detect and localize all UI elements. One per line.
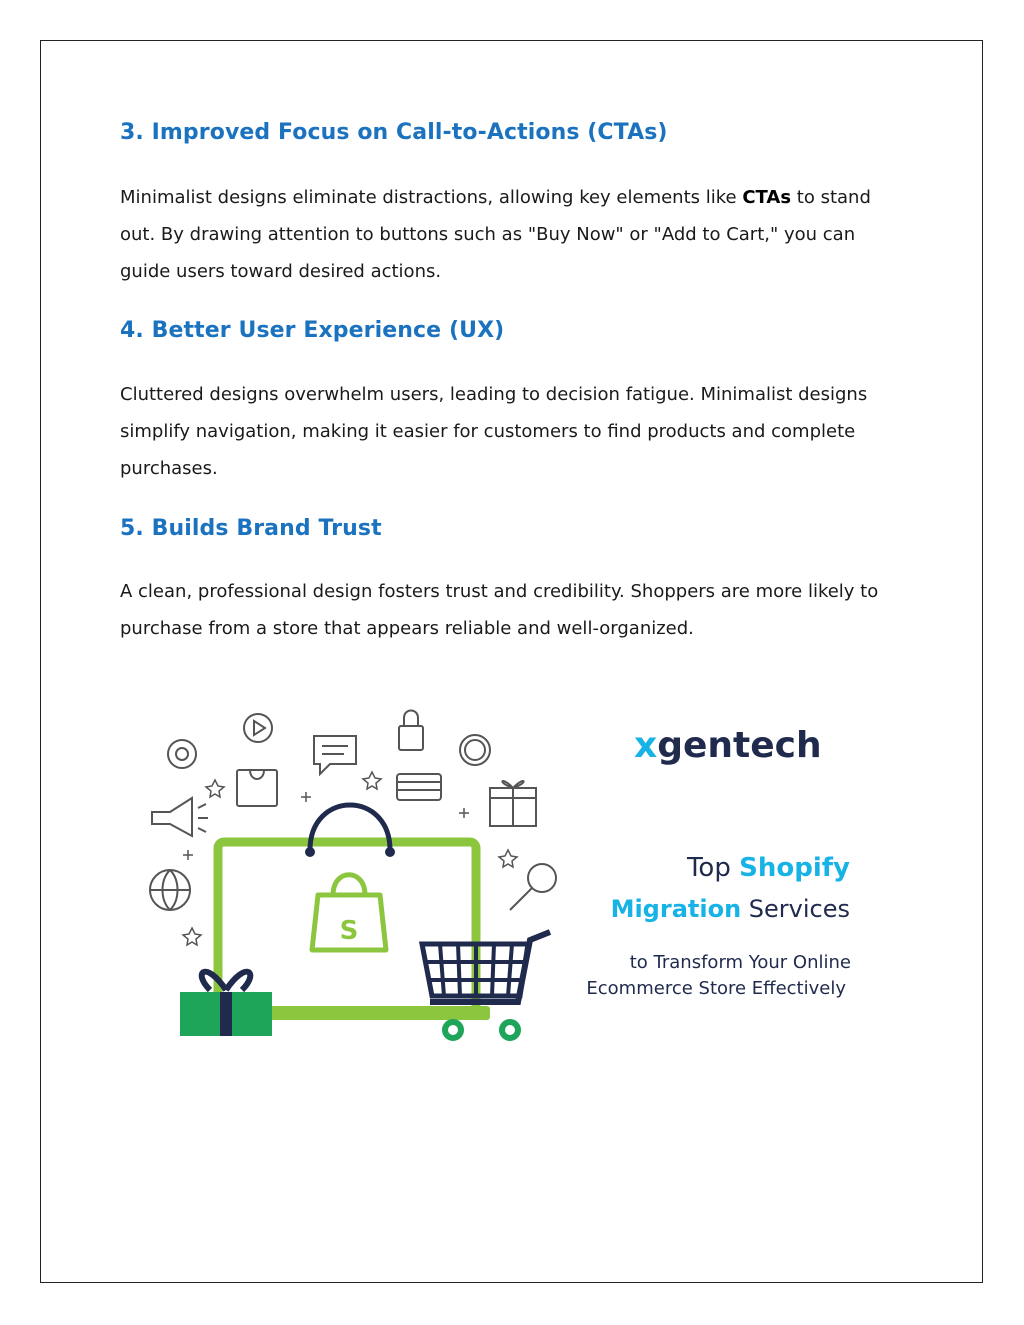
body-text: to stand out. By drawing attention to buttons such as "Buy Now" or "Add to Cart," you can guide users toward desired actions.: [120, 187, 871, 282]
gift-box-icon: [180, 972, 272, 1036]
section-body-trust: A clean, professional design fosters trust and credibility. Shoppers are more likely to purchase from a store that appears reliable and well-organized.: [120, 581, 879, 639]
xgentech-logo: xgentech: [634, 725, 822, 766]
section-heading-ctas: 3. Improved Focus on Call-to-Actions (CTAs): [120, 120, 668, 145]
section-heading-ux: 4. Better User Experience (UX): [120, 318, 505, 343]
lock-icon: [399, 726, 423, 750]
section-body-ctas: [120, 179, 910, 290]
play-icon: [244, 714, 272, 742]
banner-title-line2: Migration Services: [610, 895, 850, 923]
credit-card-icon: [397, 774, 441, 800]
shopify-bag-icon: [312, 875, 386, 950]
banner-subtitle-line1: to Transform Your Online: [629, 952, 851, 973]
banner-subtitle-line2: Ecommerce Store Effectively: [586, 978, 846, 999]
banner-title-line1: Top Shopify: [686, 853, 850, 883]
ecommerce-illustration: [150, 711, 556, 1039]
section-heading-trust: 5. Builds Brand Trust: [120, 516, 382, 541]
banner-text-block: [586, 725, 851, 999]
bag-letter: S: [339, 916, 359, 946]
body-text: Minimalist designs eliminate distractions, allowing key elements like: [120, 187, 743, 208]
magnifier-icon: [528, 864, 556, 892]
gear-icon: [168, 740, 196, 768]
xgentech-banner-image: [140, 700, 870, 1060]
bold-term: CTAs: [742, 187, 792, 208]
megaphone-icon: [152, 798, 192, 836]
section-body-ux: Cluttered designs overwhelm users, leading to decision fatigue. Minimalist designs simplify navigation, making it easier for customers to find products and complete purchases.: [120, 384, 868, 479]
shopping-bag-small-icon: [237, 770, 277, 806]
shopping-cart-icon: [422, 932, 550, 1038]
